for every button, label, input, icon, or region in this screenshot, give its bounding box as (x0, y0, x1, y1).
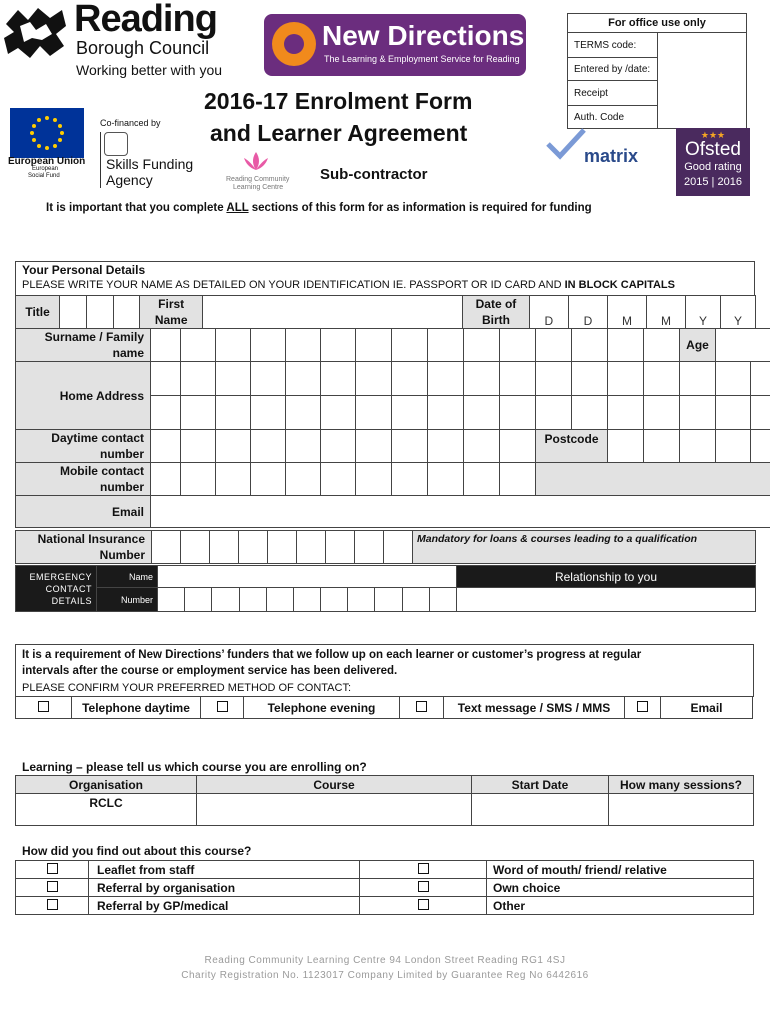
dob-cell-5[interactable]: Y (686, 296, 721, 329)
address-cell[interactable] (286, 362, 321, 396)
postcode-label: Postcode (536, 430, 608, 463)
mobile-cell[interactable] (151, 463, 181, 496)
address-cell[interactable] (751, 362, 770, 396)
title-cell-2[interactable] (86, 296, 113, 329)
address-cell[interactable] (216, 362, 251, 396)
nd-subtitle: The Learning & Employment Service for Reading (324, 54, 520, 64)
office-row-terms: TERMS code: (568, 33, 658, 58)
address-cell[interactable] (181, 362, 216, 396)
course-org-value: RCLC (16, 794, 197, 826)
em-number-cell[interactable] (266, 588, 293, 612)
daytime-cell[interactable] (251, 430, 286, 463)
ni-cell[interactable] (355, 531, 384, 564)
matrix-text: matrix (584, 146, 639, 166)
dob-cell-1[interactable]: D (529, 296, 568, 329)
address-cell[interactable] (464, 396, 500, 430)
first-name-label: First Name (140, 296, 203, 329)
surname-cell[interactable] (151, 329, 181, 362)
address-cell[interactable] (572, 362, 608, 396)
checkbox-icon[interactable] (38, 701, 49, 712)
ni-cell[interactable] (384, 531, 413, 564)
emergency-number-label: Number (97, 588, 158, 612)
age-label: Age (680, 329, 716, 362)
daytime-label: Daytime contact number (16, 430, 151, 463)
em-number-cell[interactable] (429, 588, 456, 612)
rbc-emblem-icon (2, 4, 68, 60)
daytime-cell[interactable] (356, 430, 392, 463)
surname-cell[interactable] (286, 329, 321, 362)
eu-label: European Union (8, 156, 86, 167)
address-cell[interactable] (716, 396, 751, 430)
address-cell[interactable] (251, 396, 286, 430)
contact-checkbox-evening[interactable] (201, 697, 244, 719)
surname-cell[interactable] (428, 329, 464, 362)
address-cell[interactable] (251, 362, 286, 396)
ni-cell[interactable] (239, 531, 268, 564)
daytime-cell[interactable] (500, 430, 536, 463)
office-row-receipt: Receipt (568, 81, 658, 106)
address-cell[interactable] (321, 362, 356, 396)
sfa-line1: Skills Funding (106, 156, 194, 172)
mobile-cell[interactable] (392, 463, 428, 496)
address-cell[interactable] (464, 362, 500, 396)
instruction-bold: IN BLOCK CAPITALS (564, 279, 675, 291)
postcode-cell[interactable] (644, 430, 680, 463)
home-address-label: Home Address (16, 362, 151, 430)
contact-checkbox-text[interactable] (400, 697, 444, 719)
emergency-name-input[interactable] (158, 566, 457, 588)
emergency-name-label: Name (97, 566, 158, 588)
office-row-auth: Auth. Code (568, 106, 658, 129)
surname-cell[interactable] (572, 329, 608, 362)
surname-cell[interactable] (251, 329, 286, 362)
address-cell[interactable] (151, 396, 181, 430)
matrix-logo (546, 126, 666, 180)
surname-cell[interactable] (321, 329, 356, 362)
daytime-cell[interactable] (181, 430, 216, 463)
surname-cell[interactable] (181, 329, 216, 362)
find-option-organisation: Referral by organisation (89, 879, 360, 897)
checkbox-icon[interactable] (47, 899, 58, 910)
postcode-cell[interactable] (716, 430, 751, 463)
contact-checkbox-email[interactable] (625, 697, 661, 719)
address-cell[interactable] (536, 362, 572, 396)
dob-cell-2[interactable]: D (568, 296, 607, 329)
followup-line1: It is a requirement of New Directions’ funders that we follow up on each learner or customer’s progress at regular (22, 649, 642, 661)
rbc-title: Reading (74, 0, 217, 40)
ofsted-rating: Good rating (684, 161, 742, 173)
course-header-start: Start Date (472, 776, 609, 794)
address-cell[interactable] (356, 396, 392, 430)
daytime-cell[interactable] (321, 430, 356, 463)
office-use-title: For office use only (568, 14, 747, 33)
crest-icon (104, 132, 128, 156)
surname-cell[interactable] (216, 329, 251, 362)
em-number-cell[interactable] (348, 588, 375, 612)
eu-sub1: European (32, 166, 59, 172)
course-header-sessions: How many sessions? (609, 776, 754, 794)
mobile-cell[interactable] (464, 463, 500, 496)
address-cell[interactable] (392, 396, 428, 430)
em-number-cell[interactable] (185, 588, 212, 612)
office-row-entered: Entered by /date: (568, 58, 658, 81)
address-cell[interactable] (680, 396, 716, 430)
address-cell[interactable] (500, 396, 536, 430)
address-cell[interactable] (321, 396, 356, 430)
checkbox-icon[interactable] (637, 701, 648, 712)
matrix-tick-icon (546, 126, 586, 160)
address-cell[interactable] (536, 396, 572, 430)
address-cell[interactable] (151, 362, 181, 396)
contact-option-email: Email (661, 697, 753, 719)
relationship-label: Relationship to you (457, 566, 756, 588)
followup-line3: PLEASE CONFIRM YOUR PREFERRED METHOD OF CONTACT: (22, 682, 352, 694)
mobile-cell[interactable] (286, 463, 321, 496)
rbc-tagline: Working better with you (76, 62, 223, 78)
cofinanced-label: Co-financed by (100, 118, 161, 128)
footer-line2: Charity Registration No. 1123017 Company Limited by Guarantee Reg No 6442616 (181, 970, 589, 981)
course-table (15, 775, 754, 826)
ni-cell[interactable] (210, 531, 239, 564)
address-cell[interactable] (356, 362, 392, 396)
notice-pre: It is important that you complete (46, 202, 227, 214)
address-cell[interactable] (216, 396, 251, 430)
course-name-input[interactable] (197, 794, 472, 826)
title-label: Title (16, 296, 60, 329)
contact-checkbox-daytime[interactable] (16, 697, 72, 719)
lotus-icon (240, 150, 272, 172)
surname-cell[interactable] (608, 329, 644, 362)
em-number-cell[interactable] (239, 588, 266, 612)
em-number-cell[interactable] (293, 588, 320, 612)
contact-method-table (15, 696, 753, 719)
daytime-cell[interactable] (392, 430, 428, 463)
name-row (15, 295, 756, 329)
footer-line1: Reading Community Learning Centre 94 London Street Reading RG1 4SJ (204, 955, 566, 966)
daytime-cell[interactable] (286, 430, 321, 463)
emergency-table (15, 565, 756, 612)
ni-cell[interactable] (326, 531, 355, 564)
ni-cell[interactable] (297, 531, 326, 564)
mobile-cell[interactable] (216, 463, 251, 496)
title-cell-1[interactable] (60, 296, 87, 329)
daytime-cell[interactable] (464, 430, 500, 463)
personal-instruction (22, 279, 675, 291)
contact-option-daytime: Telephone daytime (72, 697, 201, 719)
daytime-cell[interactable] (151, 430, 181, 463)
surname-label: Surname / Family name (16, 329, 151, 362)
address-cell[interactable] (751, 396, 770, 430)
new-directions-logo (264, 14, 526, 76)
email-input[interactable] (151, 496, 770, 528)
find-option-gp: Referral by GP/medical (89, 897, 360, 915)
find-checkbox-organisation[interactable] (16, 879, 89, 897)
details-grid (15, 328, 770, 528)
address-cell[interactable] (716, 362, 751, 396)
ni-cell[interactable] (181, 531, 210, 564)
em-number-cell[interactable] (158, 588, 185, 612)
instruction-text: PLEASE WRITE YOUR NAME AS DETAILED ON YOUR IDENTIFICATION IE. PASSPORT OR ID CARD AND (22, 279, 565, 291)
mobile-cell[interactable] (321, 463, 356, 496)
checkbox-icon[interactable] (47, 881, 58, 892)
nd-title: New Directions (322, 20, 525, 51)
sfa-divider (100, 132, 101, 188)
address-cell[interactable] (572, 396, 608, 430)
checkbox-icon[interactable] (418, 863, 429, 874)
checkbox-icon[interactable] (47, 863, 58, 874)
course-start-input[interactable] (472, 794, 609, 826)
rclc-line1: Reading Community (226, 176, 290, 183)
emergency-label: EMERGENCY CONTACT DETAILS (16, 566, 97, 612)
mobile-cell[interactable] (428, 463, 464, 496)
ni-cell[interactable] (268, 531, 297, 564)
dob-label: Date of Birth (463, 296, 530, 329)
ofsted-title: Ofsted (685, 139, 741, 160)
contact-option-text: Text message / SMS / MMS (444, 697, 625, 719)
mobile-cell[interactable] (500, 463, 536, 496)
find-option-other: Other (487, 897, 754, 915)
first-name-input[interactable] (203, 296, 463, 329)
rclc-line2: Learning Centre (233, 184, 284, 191)
surname-cell[interactable] (644, 329, 680, 362)
ni-cell[interactable] (152, 531, 181, 564)
office-values-cell[interactable] (657, 33, 747, 129)
postcode-cell[interactable] (608, 430, 644, 463)
checkbox-icon[interactable] (418, 881, 429, 892)
personal-details-title: Your Personal Details (22, 263, 146, 277)
nd-swirl-inner-icon (284, 34, 304, 54)
ofsted-stars-icon: ★★★ (700, 130, 726, 140)
eu-sub2: Social Fund (28, 173, 60, 179)
funding-notice (46, 202, 592, 214)
followup-line2: intervals after the course or employment service has been delivered. (22, 665, 398, 677)
relationship-input[interactable] (457, 588, 756, 612)
subcontractor-label: Sub-contractor (320, 166, 428, 183)
find-table (15, 860, 754, 915)
footer (0, 953, 770, 983)
address-cell[interactable] (608, 362, 644, 396)
ni-note: Mandatory for loans & courses leading to a qualification (413, 531, 756, 564)
course-header-course: Course (197, 776, 472, 794)
checkbox-icon[interactable] (416, 701, 427, 712)
find-option-own: Own choice (487, 879, 754, 897)
em-number-cell[interactable] (212, 588, 239, 612)
address-cell[interactable] (644, 396, 680, 430)
postcode-cell[interactable] (680, 430, 716, 463)
surname-cell[interactable] (356, 329, 392, 362)
checkbox-icon[interactable] (217, 701, 228, 712)
address-cell[interactable] (644, 362, 680, 396)
find-option-word: Word of mouth/ friend/ relative (487, 861, 754, 879)
find-title: How did you find out about this course? (22, 844, 252, 858)
mobile-shaded-area (536, 463, 770, 496)
title-cell-3[interactable] (113, 296, 140, 329)
ni-label: National Insurance Number (16, 531, 152, 564)
find-checkbox-gp[interactable] (16, 897, 89, 915)
address-cell[interactable] (680, 362, 716, 396)
em-number-cell[interactable] (402, 588, 429, 612)
daytime-cell[interactable] (428, 430, 464, 463)
find-checkbox-other[interactable] (360, 897, 487, 915)
address-cell[interactable] (428, 362, 464, 396)
notice-all: ALL (226, 202, 249, 214)
mobile-cell[interactable] (356, 463, 392, 496)
address-cell[interactable] (181, 396, 216, 430)
surname-cell[interactable] (536, 329, 572, 362)
notice-post: sections of this form for as information is required for funding (248, 202, 592, 214)
rbc-subtitle: Borough Council (76, 38, 210, 58)
em-number-cell[interactable] (375, 588, 402, 612)
surname-cell[interactable] (392, 329, 428, 362)
sfa-line2: Agency (106, 172, 153, 188)
find-checkbox-own[interactable] (360, 879, 487, 897)
address-cell[interactable] (608, 396, 644, 430)
rbc-logo (2, 2, 252, 80)
ofsted-badge (676, 128, 750, 196)
email-label: Email (16, 496, 151, 528)
surname-cell[interactable] (464, 329, 500, 362)
find-checkbox-word[interactable] (360, 861, 487, 879)
find-option-leaflet: Leaflet from staff (89, 861, 360, 879)
mobile-label: Mobile contact number (16, 463, 151, 496)
ofsted-years: 2015 | 2016 (684, 176, 742, 188)
dob-cell-4[interactable]: M (646, 296, 685, 329)
office-use-table (567, 13, 747, 129)
eu-flag-icon (10, 108, 84, 158)
address-cell[interactable] (500, 362, 536, 396)
learning-title: Learning – please tell us which course you are enrolling on? (22, 760, 367, 774)
postcode-cell[interactable] (751, 430, 770, 463)
em-number-cell[interactable] (321, 588, 348, 612)
mobile-cell[interactable] (251, 463, 286, 496)
address-cell[interactable] (286, 396, 321, 430)
address-cell[interactable] (428, 396, 464, 430)
ni-row (15, 530, 756, 564)
contact-option-evening: Telephone evening (244, 697, 400, 719)
dob-cell-3[interactable]: M (607, 296, 646, 329)
daytime-cell[interactable] (216, 430, 251, 463)
dob-cell-6[interactable]: Y (720, 296, 755, 329)
course-sessions-input[interactable] (609, 794, 754, 826)
surname-cell[interactable] (500, 329, 536, 362)
form-title-line2: and Learner Agreement (210, 120, 468, 146)
age-input[interactable] (716, 329, 770, 362)
course-header-org: Organisation (16, 776, 197, 794)
mobile-cell[interactable] (181, 463, 216, 496)
address-cell[interactable] (392, 362, 428, 396)
find-checkbox-leaflet[interactable] (16, 861, 89, 879)
checkbox-icon[interactable] (418, 899, 429, 910)
form-title-line1: 2016-17 Enrolment Form (204, 88, 473, 114)
